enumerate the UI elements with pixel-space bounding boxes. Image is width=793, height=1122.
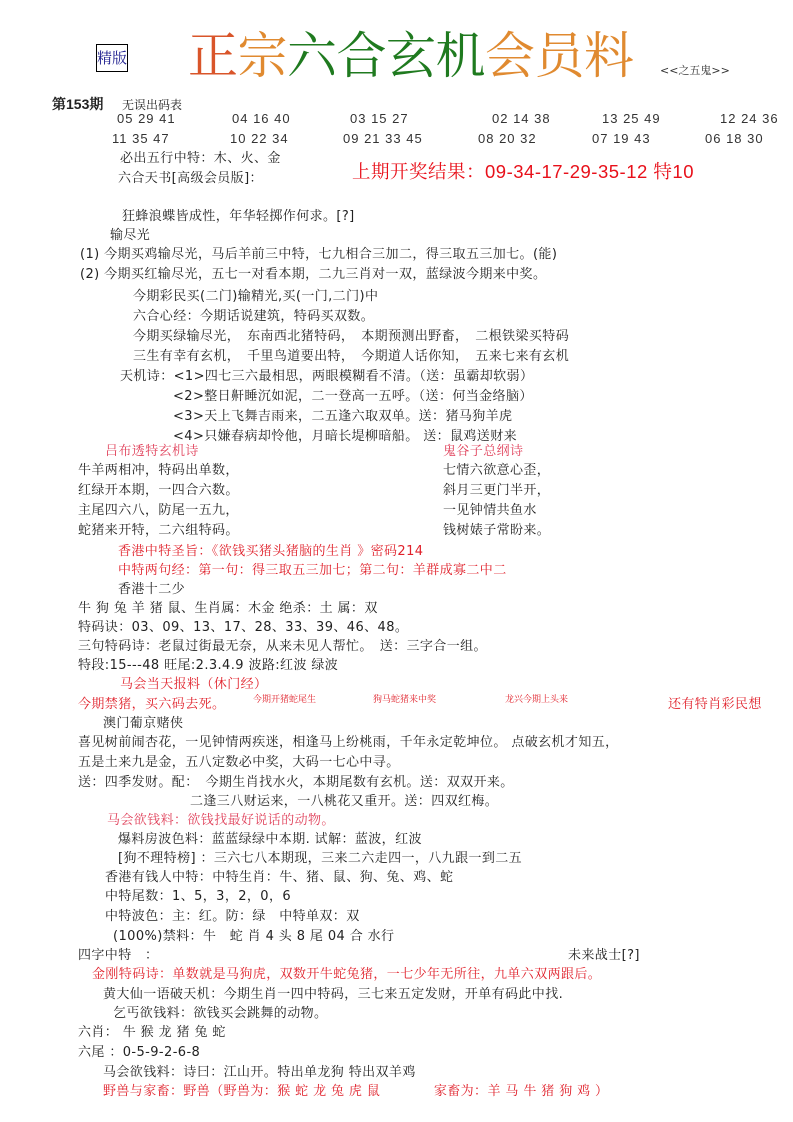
text-line: 钱树婊子常盼来。 [443, 523, 551, 538]
text-line: [狗不理特榜] ：三六七八本期现，三来二六走四一，八九跟一到二五 [118, 851, 523, 866]
text-line: <3>天上飞舞吉雨来，二五逢六取双单。送：猪马狗羊虎 [173, 409, 513, 424]
text-line: 爆料房波色料：蓝蓝绿绿中本期. 试解：蓝波，红波 [118, 832, 422, 847]
number-group: 10 22 34 [230, 131, 289, 146]
text-line: 三句特码诗：老鼠过街最无奈，从来未见人帮忙。 送：三字合一组。 [78, 639, 487, 654]
issue-subtitle: 无误出码表 [122, 98, 183, 112]
text-line: 未来战士[?] [568, 948, 640, 963]
text-line: 龙兴今期上头来 [505, 695, 569, 705]
title-char: 合 [336, 27, 387, 85]
text-line: 马会欲钱料：欲钱找最好说话的动物。 [107, 813, 335, 828]
text-line: 特码诀：03、09、13、17、28、33、39、46、48。 [78, 620, 409, 635]
text-line: 香港十二少 [118, 582, 186, 597]
number-group: 12 24 36 [720, 111, 779, 126]
title-char: 正 [188, 27, 238, 85]
text-line: 狂蜂浪蝶皆成性，年华轻掷作何求。[?] [122, 209, 355, 224]
text-line: 中特两句经：第一句：得三取五三加七；第二句：羊群成寡二中二 [118, 563, 507, 578]
text-line: 乞丐欲钱料：欲钱买会跳舞的动物。 [113, 1006, 328, 1021]
subtitle: <<之五鬼>> [660, 64, 730, 77]
page-title [188, 26, 634, 86]
text-line: 马会欲钱料：诗曰：江山开。特出单龙狗 特出双羊鸡 [103, 1065, 416, 1080]
text-line: 必出五行中特：木、火、金 [120, 151, 281, 166]
text-line: 牛 狗 兔 羊 猪 鼠、生肖属：木金 绝杀：土 属：双 [78, 601, 378, 616]
title-char: 六 [287, 27, 337, 85]
issue-number: 第153期 [52, 96, 104, 112]
title-char: 员 [534, 27, 585, 85]
text-line: <4>只嫌春病却怜他，月暗长堤柳暗船。 送：鼠鸡送财来 [173, 429, 517, 444]
text-line: 三生有幸有玄机， 千里鸟道要出特， 今期道人话你知， 五来七来有玄机 [133, 349, 570, 364]
text-line: 今期买绿输尽光， 东南西北猪特码， 本期预测出野畜， 二根铁梁买特码 [133, 329, 570, 344]
text-line: <2>整日鼾睡沉如泥，二一登高一五呼。（送：何当金络脑） [173, 389, 533, 404]
section-heading: 澳门葡京赌侠 [103, 716, 184, 731]
text-line: 六合心经：今期话说建筑，特码买双数。 [133, 309, 375, 324]
section-heading: 鬼谷子总纲诗 [443, 444, 524, 459]
title-char: 宗 [237, 27, 288, 85]
number-group: 07 19 43 [592, 131, 651, 146]
section-heading: 吕布透特玄机诗 [105, 444, 199, 459]
text-line: (1) 今期买鸡输尽光，马后羊前三中特，七九相合三加二，得三取五三加七。(能) [80, 247, 558, 262]
text-line: 中特波色：主：红。防：绿 中特单双：双 [105, 909, 360, 924]
text-line: 六合天书[高级会员版]： [118, 171, 263, 186]
text-line: 六肖： 牛 猴 龙 猪 兔 蛇 [78, 1025, 226, 1040]
text-line: 今期彩民买(二门)输精光,买(一门,二门)中 [133, 289, 379, 304]
section-heading: 马会当天报料（休门经） [120, 677, 268, 692]
number-group: 05 29 41 [117, 111, 176, 126]
text-line: 香港中特圣旨：《欲钱买猪头猪脑的生肖 》密码214 [118, 544, 424, 559]
text-line: 六尾 ：0-5-9-2-6-8 [78, 1045, 201, 1060]
text-line: 野兽与家畜：野兽（野兽为：猴 蛇 龙 兔 虎 鼠 家畜为：羊 马 牛 猪 狗 鸡 ） [103, 1084, 609, 1099]
text-line: 蛇猪来开特，二六组特码。 [78, 523, 239, 538]
text-line: (100%)禁料：牛 蛇 肖 4 头 8 尾 04 合 水行 [113, 929, 395, 944]
text-line: (2) 今期买红输尽光，五七一对看本期，二九三肖对一双，蓝绿波今期来中奖。 [80, 267, 547, 282]
number-group: 13 25 49 [602, 111, 661, 126]
text-line: 送：四季发财。配： 今期生肖找水火，本期尾数有玄机。送：双双开来。 [78, 775, 514, 790]
number-group: 11 35 47 [112, 131, 170, 146]
number-group: 02 14 38 [492, 111, 551, 126]
title-char: 会 [485, 27, 535, 85]
number-group: 08 20 32 [478, 131, 537, 146]
text-line: 斜月三更门半开， [443, 483, 551, 498]
text-line: 牛羊两相冲，特码出单数， [78, 463, 239, 478]
title-char: 玄 [386, 27, 436, 85]
text-line: 黄大仙一语破天机：今期生肖一四中特码，三七来五定发财，开单有码此中找. [103, 987, 564, 1002]
text-line: 金刚特码诗：单数就是马狗虎，双数开牛蛇兔猪，一七少年无所往，九单六双两跟后。 [92, 967, 602, 982]
text-line: 今期禁猪，买六码去死。 [78, 697, 226, 712]
last-draw-result: 上期开奖结果：09-34-17-29-35-12 特10 [352, 161, 694, 182]
edition-badge: 精版 [96, 44, 128, 72]
text-line: 今期开猪蛇尾生 [253, 695, 317, 705]
text-line: 七情六欲意心歪， [443, 463, 551, 478]
text-line: 天机诗：<1>四七三六最相思，两眼模糊看不清。（送：虽霸却软弱） [120, 369, 534, 384]
text-line: 一见钟情共鱼水 [443, 503, 537, 518]
text-line: 主尾四六八，防尾一五九， [78, 503, 239, 518]
text-line: 还有特肖彩民想 [668, 697, 762, 712]
text-line: 四字中特 ： [78, 948, 159, 963]
text-line: 二逢三八财运来，一八桃花又重开。送：四双红梅。 [190, 794, 499, 809]
text-line: 狗马蛇猪来中奖 [373, 695, 437, 705]
text-line: 五是土来九是金，五八定数必中奖，大码一七心中寻。 [78, 755, 400, 770]
number-group: 06 18 30 [705, 131, 764, 146]
text-line: 中特尾数：1、5，3，2，0，6 [105, 889, 292, 904]
text-line: 喜见树前闹杏花，一见钟情两疾迷，相逢马上纷桃雨，千年永定乾坤位。 点破玄机才知五， [78, 735, 619, 750]
number-group: 04 16 40 [232, 111, 291, 126]
title-char: 料 [584, 27, 634, 85]
text-line: 红绿开本期，一四合六数。 [78, 483, 239, 498]
text-line: 特段:15---48 旺尾:2.3.4.9 波路:红波 绿波 [78, 658, 339, 673]
text-line: 输尽光 [110, 228, 151, 243]
number-group: 03 15 27 [350, 111, 409, 126]
text-line: 香港有钱人中特：中特生肖：牛、猪、鼠、狗、兔、鸡、蛇 [105, 870, 454, 885]
number-group: 09 21 33 45 [343, 131, 423, 146]
title-char: 机 [435, 27, 486, 85]
